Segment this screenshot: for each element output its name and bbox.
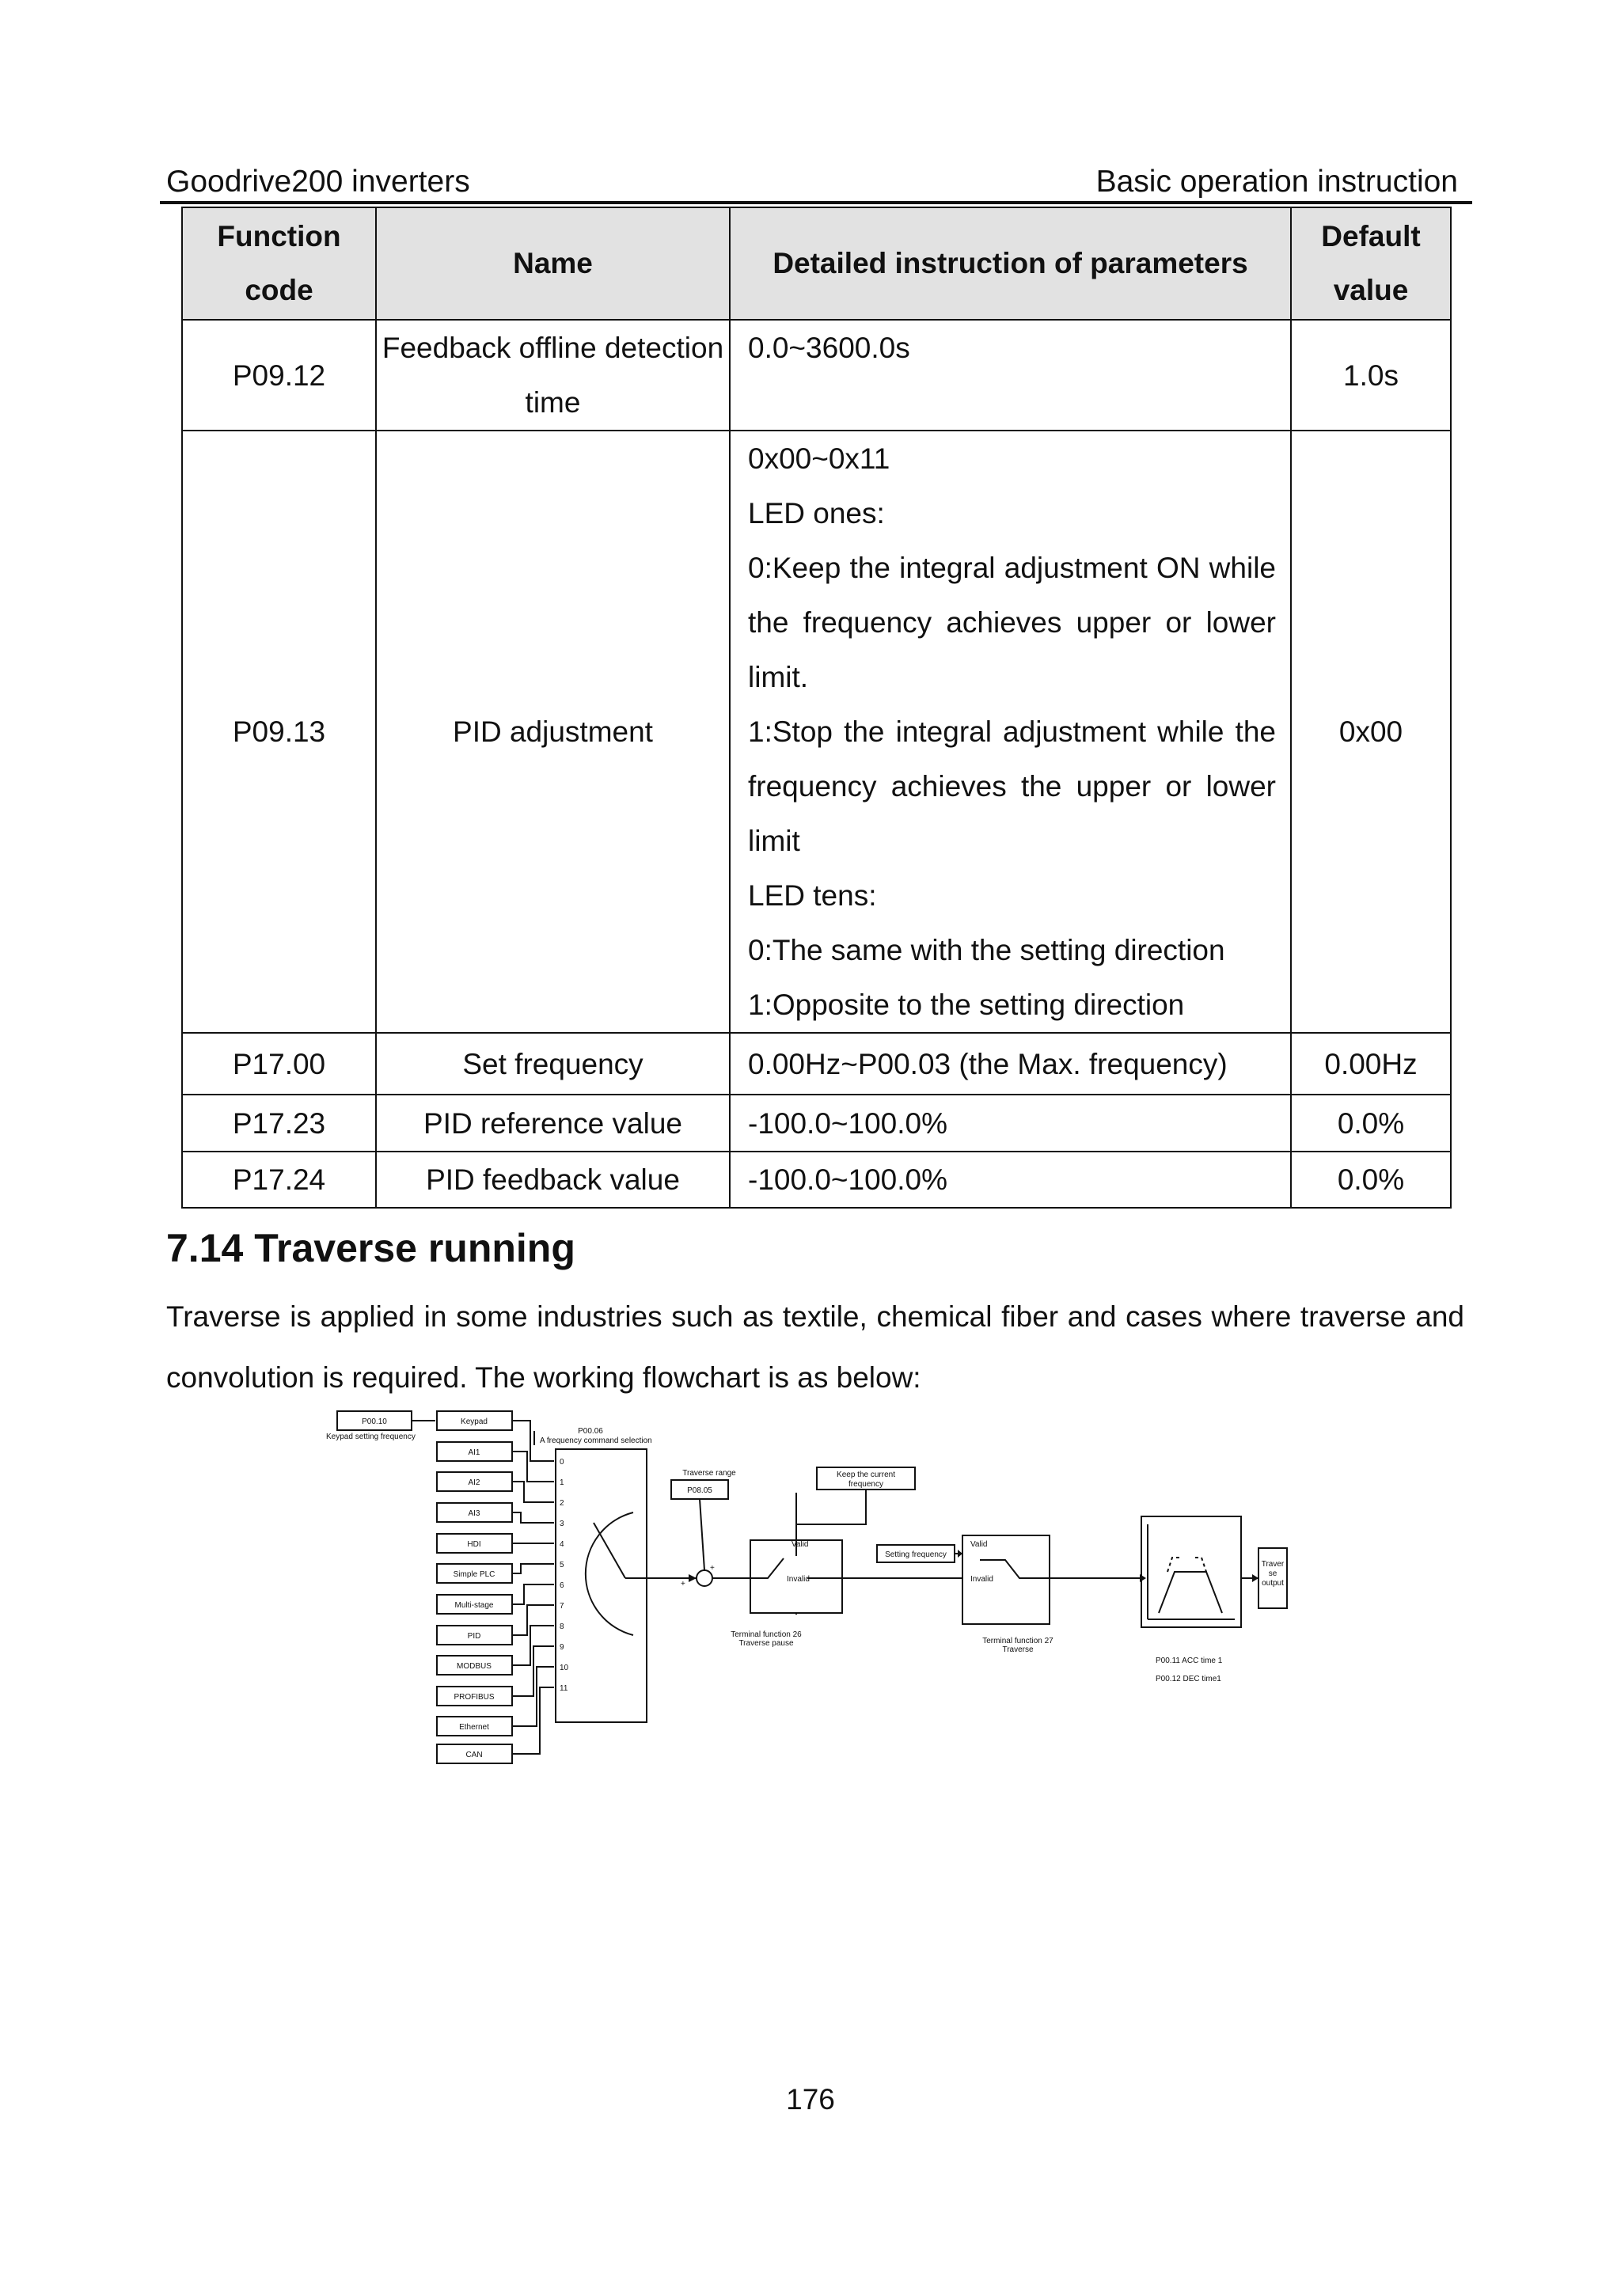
keypad-setting-frequency-label: Keypad setting frequency [326,1433,416,1441]
terminal-27-label-1: Terminal function 27 [982,1637,1053,1645]
name-cell: Set frequency [376,1033,730,1095]
function-code-cell: P17.23 [182,1095,376,1152]
source-label-pid: PID [467,1632,481,1641]
source-label-can: CAN [465,1751,483,1759]
terminal-26-label-2: Traverse pause [738,1639,794,1648]
keep-current-label-1: Keep the current [837,1471,895,1479]
selector-number: 7 [560,1602,564,1611]
output-label-2: se [1268,1569,1277,1578]
function-code-cell: P17.00 [182,1033,376,1095]
column-header-detailed-instruction: Detailed instruction of parameters [730,207,1291,320]
valid-label-2: Valid [970,1540,988,1549]
function-code-cell: P09.12 [182,320,376,431]
name-cell: PID adjustment [376,431,730,1033]
section-heading: 7.14 Traverse running [166,1226,575,1270]
description-cell: -100.0~100.0% [730,1095,1291,1152]
summing-junction [697,1570,712,1586]
frequency-command-selector [556,1449,647,1722]
setting-frequency-label: Setting frequency [885,1550,947,1559]
source-label-ethernet: Ethernet [459,1723,489,1732]
table-row [182,1033,1451,1095]
name-cell: Feedback offline detection time [376,320,730,431]
acc-time-label: P00.11 ACC time 1 [1156,1657,1223,1665]
function-code-cell: P09.13 [182,431,376,1033]
p0006-label: P00.06 [578,1427,603,1436]
dec-time-label: P00.12 DEC time1 [1156,1675,1221,1683]
plus-sign: + [710,1564,715,1573]
selector-number: 8 [560,1622,564,1631]
description-cell: -100.0~100.0% [730,1152,1291,1208]
frequency-command-selection-label: A frequency command selection [540,1436,652,1445]
selector-number: 10 [560,1664,569,1672]
selector-number: 3 [560,1520,564,1528]
header-chapter-title: Basic operation instruction [1095,165,1458,199]
parameter-table [181,207,1452,1209]
source-label-ai1: AI1 [468,1448,480,1457]
traverse-range-label: Traverse range [682,1469,736,1478]
traverse-output-box [1258,1548,1287,1608]
table-row [182,1095,1451,1152]
body-paragraph-line-1: Traverse is applied in some industries such as textile, chemical fiber and cases where traverse and [166,1300,1464,1333]
name-cell: PID reference value [376,1095,730,1152]
p0805-label: P08.05 [687,1486,712,1495]
source-label-ai3: AI3 [468,1509,480,1518]
terminal-27-label-2: Traverse [1002,1645,1034,1654]
source-label-hdi: HDI [467,1540,481,1549]
default-value-cell: 0x00 [1291,431,1451,1033]
valid-label-1: Valid [792,1540,809,1549]
default-value-cell: 1.0s [1291,320,1451,431]
invalid-label-2: Invalid [970,1575,993,1584]
traverse-flowchart [317,1406,1306,1786]
header-rule [160,201,1472,204]
name-cell: PID feedback value [376,1152,730,1208]
source-label-profibus: PROFIBUS [454,1693,495,1702]
selector-number: 6 [560,1581,564,1590]
default-value-cell: 0.0% [1291,1152,1451,1208]
default-value-cell: 0.0% [1291,1095,1451,1152]
selector-number: 2 [560,1499,564,1508]
function-code-cell: P17.24 [182,1152,376,1208]
selector-number: 1 [560,1478,564,1487]
column-header-name: Name [376,207,730,320]
table-row [182,320,1451,431]
table-header-row [182,207,1451,320]
selector-number: 11 [560,1684,568,1693]
terminal-26-label-1: Terminal function 26 [731,1630,802,1639]
column-header-function-code: Function code [182,207,376,320]
source-label-multi-stage: Multi-stage [454,1601,494,1610]
description-cell: 0x00~0x11 LED ones: 0:Keep the integral adjustment ON while the frequency achieves upper or lower limit. 1:Stop the integral adjustment while the frequency achieves the upper or lower limit LED tens: 0:The same with the setting direction 1:Opposite to the setting direction [730,431,1291,1033]
output-label-3: output [1262,1579,1284,1588]
source-label-modbus: MODBUS [457,1662,492,1671]
body-paragraph-line-2: convolution is required. The working flowchart is as below: [166,1361,921,1394]
keep-current-label-2: frequency [848,1480,883,1489]
table-row [182,431,1451,1033]
source-label-ai2: AI2 [468,1478,480,1487]
plus-sign: + [681,1580,685,1588]
column-header-default-value: Default value [1291,207,1451,320]
default-value-cell: 0.00Hz [1291,1033,1451,1095]
source-label-keypad: Keypad [461,1417,488,1426]
selector-number: 5 [560,1561,564,1569]
header-doc-title: Goodrive200 inverters [166,165,470,199]
output-label-1: Traver [1261,1560,1285,1569]
p0010-label: P00.10 [362,1417,387,1426]
source-label-simple-plc: Simple PLC [453,1570,495,1579]
table-row [182,1152,1451,1208]
selector-number: 4 [560,1540,564,1549]
invalid-label-1: Invalid [787,1575,810,1584]
description-cell: 0.00Hz~P00.03 (the Max. frequency) [730,1033,1291,1095]
selector-number: 9 [560,1643,564,1652]
selector-number: 0 [560,1458,564,1467]
page-number: 176 [786,2083,835,2116]
description-cell: 0.0~3600.0s [730,320,1291,431]
